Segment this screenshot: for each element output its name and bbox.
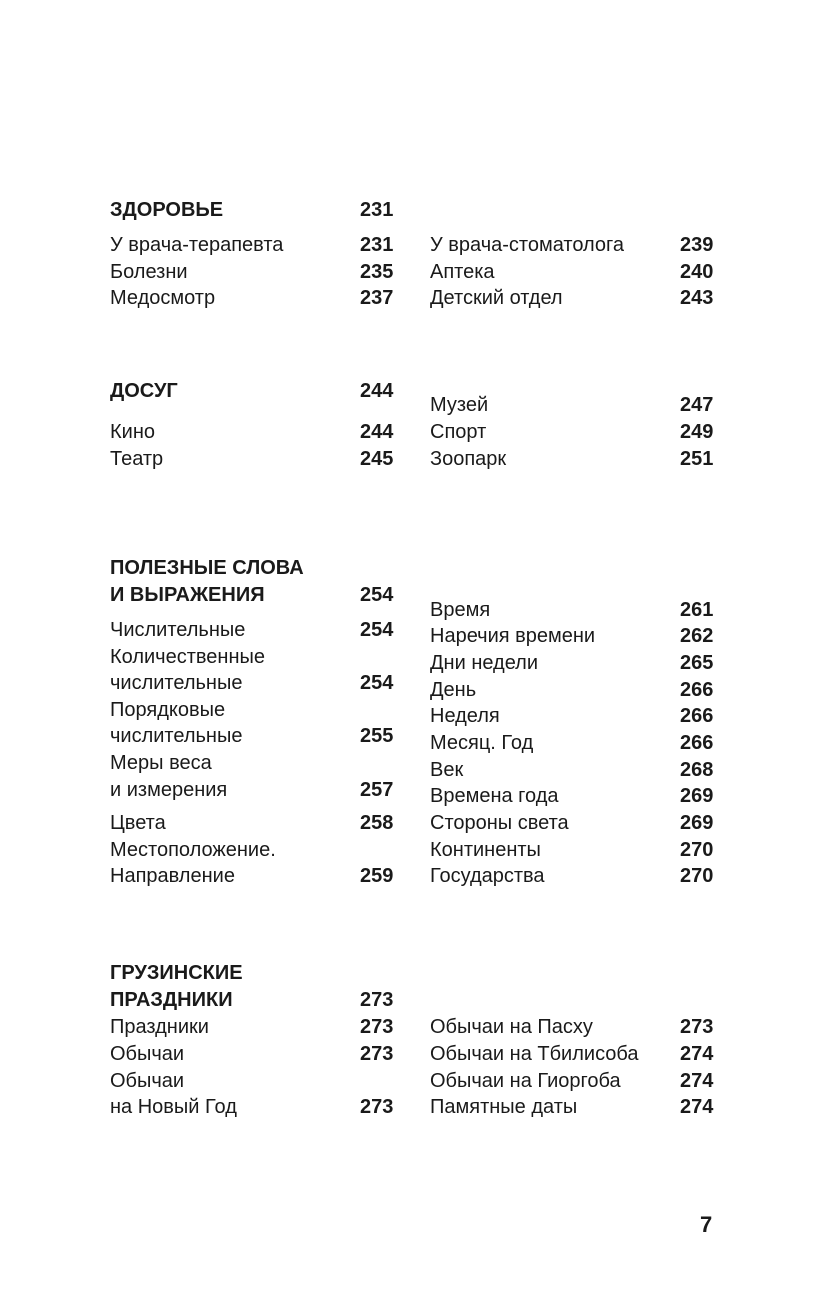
section-page: 254 [360, 584, 394, 606]
toc-entry-title: Числительные [110, 619, 246, 641]
toc-entry-title: Наречия времени [430, 625, 596, 647]
toc-entry-title: Музей [430, 394, 489, 416]
toc-entry-title: Месяц. Год [430, 732, 534, 754]
toc-entry-page: 247 [680, 394, 714, 416]
toc-entry-title: Цвета [110, 812, 166, 834]
toc-entry-title: День [430, 679, 477, 701]
toc-entry-page: 244 [360, 421, 394, 443]
toc-entry-page: 235 [360, 261, 394, 283]
section-page: 231 [360, 199, 394, 221]
toc-entry-page: 266 [680, 679, 714, 701]
toc-entry-title: Количественные [110, 646, 265, 668]
toc-entry-title: Направление [110, 865, 235, 887]
toc-entry-title: Детский отдел [430, 287, 563, 309]
toc-entry-page: 231 [360, 234, 394, 256]
toc-entry-title: У врача-терапевта [110, 234, 284, 256]
section-heading: ДОСУГ [110, 380, 178, 402]
toc-entry-page: 269 [680, 785, 714, 807]
toc-entry-page: 270 [680, 865, 714, 887]
toc-entry-page: 249 [680, 421, 714, 443]
toc-entry-title: Обычаи [110, 1043, 185, 1065]
section-heading: ПОЛЕЗНЫЕ СЛОВА [110, 557, 304, 579]
toc-entry-page: 261 [680, 599, 714, 621]
toc-entry-title: Стороны света [430, 812, 569, 834]
toc-entry-page: 268 [680, 759, 714, 781]
section-heading: И ВЫРАЖЕНИЯ [110, 584, 265, 606]
toc-entry-title: на Новый Год [110, 1096, 237, 1118]
section-page: 273 [360, 989, 394, 1011]
toc-entry-title: Медосмотр [110, 287, 216, 309]
toc-entry-page: 254 [360, 619, 394, 641]
toc-entry-title: Государства [430, 865, 545, 887]
toc-entry-page: 259 [360, 865, 394, 887]
toc-entry-title: числительные [110, 672, 243, 694]
toc-entry-title: Век [430, 759, 464, 781]
toc-entry-title: Неделя [430, 705, 500, 727]
toc-entry-title: Местоположение. [110, 839, 276, 861]
toc-entry-title: Времена года [430, 785, 559, 807]
toc-entry-page: 269 [680, 812, 714, 834]
toc-entry-title: Обычаи на Тбилисоба [430, 1043, 639, 1065]
toc-entry-page: 255 [360, 725, 394, 747]
toc-entry-title: Спорт [430, 421, 487, 443]
toc-entry-page: 273 [680, 1016, 714, 1038]
toc-entry-title: Аптека [430, 261, 495, 283]
toc-entry-page: 265 [680, 652, 714, 674]
toc-entry-page: 274 [680, 1043, 714, 1065]
toc-entry-title: Праздники [110, 1016, 209, 1038]
toc-entry-page: 262 [680, 625, 714, 647]
toc-entry-page: 254 [360, 672, 394, 694]
toc-entry-page: 266 [680, 705, 714, 727]
section-page: 244 [360, 380, 394, 402]
toc-entry-page: 273 [360, 1043, 394, 1065]
toc-entry-page: 274 [680, 1070, 714, 1092]
section-heading: ГРУЗИНСКИЕ [110, 962, 243, 984]
toc-entry-page: 266 [680, 732, 714, 754]
toc-entry-title: Континенты [430, 839, 541, 861]
toc-entry-page: 240 [680, 261, 714, 283]
toc-entry-page: 257 [360, 779, 394, 801]
toc-entry-title: Зоопарк [430, 448, 507, 470]
toc-entry-title: Меры веса [110, 752, 212, 774]
page-number: 7 [700, 1212, 713, 1237]
toc-entry-title: Время [430, 599, 491, 621]
toc-entry-title: Театр [110, 448, 164, 470]
toc-entry-page: 239 [680, 234, 714, 256]
section-heading: ЗДОРОВЬЕ [110, 199, 224, 221]
toc-entry-page: 243 [680, 287, 714, 309]
toc-entry-title: Болезни [110, 261, 188, 283]
toc-entry-page: 245 [360, 448, 394, 470]
toc-entry-page: 273 [360, 1016, 394, 1038]
toc-entry-title: У врача-стоматолога [430, 234, 625, 256]
toc-entry-page: 237 [360, 287, 394, 309]
section-heading: ПРАЗДНИКИ [110, 989, 233, 1011]
toc-entry-page: 258 [360, 812, 394, 834]
toc-entry-title: Порядковые [110, 699, 226, 721]
toc-entry-title: Обычаи на Гиоргоба [430, 1070, 621, 1092]
toc-entry-title: числительные [110, 725, 243, 747]
toc-entry-title: и измерения [110, 779, 228, 801]
toc-entry-title: Кино [110, 421, 155, 443]
toc-entry-page: 274 [680, 1096, 714, 1118]
toc-entry-page: 273 [360, 1096, 394, 1118]
toc-entry-title: Дни недели [430, 652, 539, 674]
toc-entry-title: Обычаи на Пасху [430, 1016, 593, 1038]
toc-entry-page: 251 [680, 448, 714, 470]
toc-entry-title: Обычаи [110, 1070, 185, 1092]
toc-entry-page: 270 [680, 839, 714, 861]
toc-entry-title: Памятные даты [430, 1096, 578, 1118]
